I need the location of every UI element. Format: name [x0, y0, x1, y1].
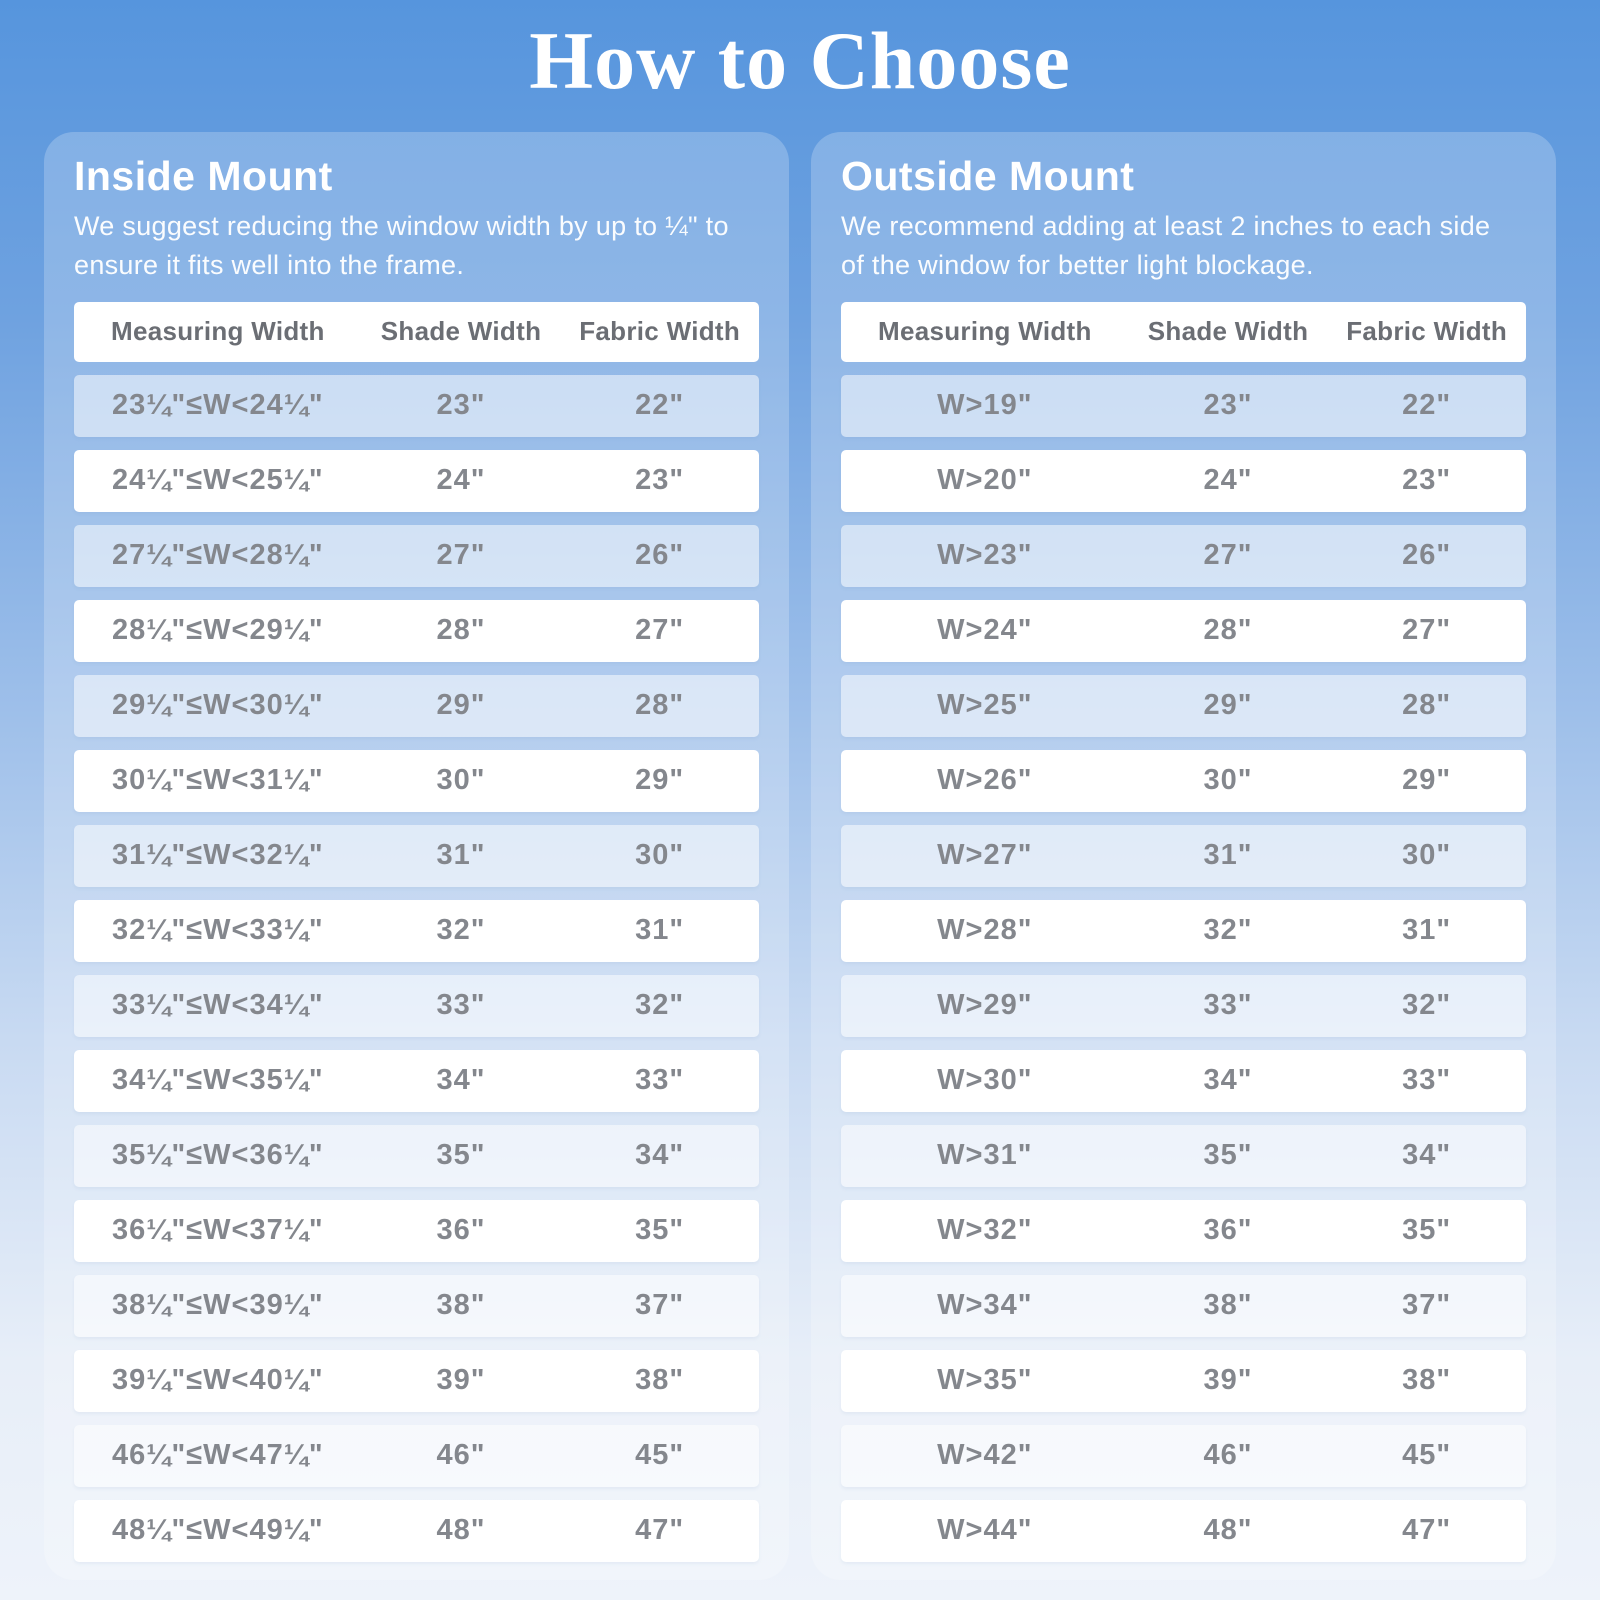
fabric-width-cell: 22"	[1402, 389, 1452, 422]
column-header-shade-width: Shade Width	[380, 316, 542, 347]
table-row	[74, 750, 759, 812]
measuring-width-cell: 39¼"≤W<40¼"	[112, 1364, 324, 1397]
table-row	[841, 900, 1526, 962]
fabric-width-cell: 30"	[635, 839, 685, 872]
measuring-width-cell: W>44"	[937, 1514, 1033, 1547]
measuring-width-cell: W>32"	[937, 1214, 1033, 1247]
shade-width-cell: 30"	[436, 764, 486, 797]
page-title: How to Choose	[529, 15, 1071, 106]
measuring-width-cell: 29¼"≤W<30¼"	[112, 689, 324, 722]
fabric-width-cell: 23"	[1402, 464, 1452, 497]
fabric-width-cell: 27"	[635, 614, 685, 647]
shade-width-cell: 29"	[1203, 689, 1253, 722]
fabric-width-cell: 28"	[1402, 689, 1452, 722]
fabric-width-cell: 28"	[635, 689, 685, 722]
table-row	[74, 1050, 759, 1112]
fabric-width-cell: 38"	[1402, 1364, 1452, 1397]
table-row	[841, 1350, 1526, 1412]
table-row	[841, 600, 1526, 662]
table-row	[841, 1125, 1526, 1187]
table-row	[74, 1275, 759, 1337]
mount-guide-cards	[0, 132, 1600, 1580]
shade-width-cell: 35"	[436, 1139, 486, 1172]
fabric-width-cell: 35"	[635, 1214, 685, 1247]
table-row	[74, 1125, 759, 1187]
inside-mount-heading: Inside Mount	[74, 153, 333, 199]
measuring-width-cell: W>34"	[937, 1289, 1033, 1322]
inside-mount-card	[44, 132, 789, 1580]
measuring-width-cell: 24¼"≤W<25¼"	[112, 464, 324, 497]
measuring-width-cell: 46¼"≤W<47¼"	[112, 1439, 324, 1472]
table-row	[74, 825, 759, 887]
fabric-width-cell: 32"	[635, 989, 685, 1022]
table-row	[74, 900, 759, 962]
inside-mount-description: We suggest reducing the window width by up to ¼" to ensure it fits well into the frame.	[74, 211, 729, 280]
table-row	[841, 975, 1526, 1037]
shade-width-cell: 36"	[1203, 1214, 1253, 1247]
measuring-width-cell: W>42"	[937, 1439, 1033, 1472]
measuring-width-cell: W>19"	[937, 389, 1033, 422]
fabric-width-cell: 35"	[1402, 1214, 1452, 1247]
table-row	[74, 375, 759, 437]
table-row	[841, 675, 1526, 737]
shade-width-cell: 38"	[436, 1289, 486, 1322]
shade-width-cell: 39"	[436, 1364, 486, 1397]
shade-width-cell: 46"	[436, 1439, 486, 1472]
table-row	[74, 525, 759, 587]
shade-width-cell: 48"	[1203, 1514, 1253, 1547]
table-row	[841, 1050, 1526, 1112]
measuring-width-cell: 38¼"≤W<39¼"	[112, 1289, 324, 1322]
table-row	[841, 1425, 1526, 1487]
fabric-width-cell: 29"	[635, 764, 685, 797]
fabric-width-cell: 33"	[635, 1064, 685, 1097]
shade-width-cell: 31"	[436, 839, 486, 872]
table-body	[841, 375, 1526, 1562]
shade-width-cell: 46"	[1203, 1439, 1253, 1472]
shade-width-cell: 34"	[1203, 1064, 1253, 1097]
shade-width-cell: 30"	[1203, 764, 1253, 797]
fabric-width-cell: 31"	[1402, 914, 1452, 947]
outside-mount-description: We recommend adding at least 2 inches to each side of the window for better light blockage.	[841, 211, 1491, 280]
fabric-width-cell: 26"	[1402, 539, 1452, 572]
outside-mount-heading: Outside Mount	[841, 153, 1135, 199]
fabric-width-cell: 34"	[635, 1139, 685, 1172]
table-row	[841, 1275, 1526, 1337]
table-row	[841, 375, 1526, 437]
shade-width-cell: 39"	[1203, 1364, 1253, 1397]
measuring-width-cell: W>30"	[937, 1064, 1033, 1097]
shade-width-cell: 38"	[1203, 1289, 1253, 1322]
table-row	[74, 1500, 759, 1562]
shade-width-cell: 24"	[1203, 464, 1253, 497]
measuring-width-cell: W>28"	[937, 914, 1033, 947]
measuring-width-cell: 35¼"≤W<36¼"	[112, 1139, 324, 1172]
fabric-width-cell: 45"	[635, 1439, 685, 1472]
measuring-width-cell: 30¼"≤W<31¼"	[112, 764, 324, 797]
shade-width-cell: 31"	[1203, 839, 1253, 872]
measuring-width-cell: W>31"	[937, 1139, 1033, 1172]
shade-width-cell: 32"	[436, 914, 486, 947]
outside-mount-size-table	[841, 302, 1526, 1562]
table-row	[74, 1200, 759, 1262]
table-row	[74, 975, 759, 1037]
shade-width-cell: 36"	[436, 1214, 486, 1247]
fabric-width-cell: 45"	[1402, 1439, 1452, 1472]
fabric-width-cell: 23"	[635, 464, 685, 497]
fabric-width-cell: 37"	[1402, 1289, 1452, 1322]
fabric-width-cell: 37"	[635, 1289, 685, 1322]
measuring-width-cell: 48¼"≤W<49¼"	[112, 1514, 324, 1547]
table-row	[841, 525, 1526, 587]
fabric-width-cell: 34"	[1402, 1139, 1452, 1172]
shade-width-cell: 28"	[1203, 614, 1253, 647]
fabric-width-cell: 26"	[635, 539, 685, 572]
fabric-width-cell: 29"	[1402, 764, 1452, 797]
shade-width-cell: 23"	[1203, 389, 1253, 422]
fabric-width-cell: 22"	[635, 389, 685, 422]
column-header-measuring-width: Measuring Width	[110, 316, 325, 347]
column-header-shade-width: Shade Width	[1147, 316, 1309, 347]
table-header-row	[841, 302, 1526, 362]
table-row	[841, 450, 1526, 512]
column-header-fabric-width: Fabric Width	[579, 316, 741, 347]
fabric-width-cell: 33"	[1402, 1064, 1452, 1097]
measuring-width-cell: W>25"	[937, 689, 1033, 722]
fabric-width-cell: 27"	[1402, 614, 1452, 647]
measuring-width-cell: 31¼"≤W<32¼"	[112, 839, 324, 872]
outside-mount-card	[811, 132, 1556, 1580]
table-row	[74, 675, 759, 737]
table-row	[841, 750, 1526, 812]
fabric-width-cell: 47"	[635, 1514, 685, 1547]
shade-width-cell: 32"	[1203, 914, 1253, 947]
shade-width-cell: 33"	[436, 989, 486, 1022]
measuring-width-cell: 36¼"≤W<37¼"	[112, 1214, 324, 1247]
fabric-width-cell: 47"	[1402, 1514, 1452, 1547]
inside-mount-size-table	[74, 302, 759, 1562]
table-row	[74, 600, 759, 662]
shade-width-cell: 48"	[436, 1514, 486, 1547]
shade-width-cell: 28"	[436, 614, 486, 647]
measuring-width-cell: 27¼"≤W<28¼"	[112, 539, 324, 572]
column-header-measuring-width: Measuring Width	[877, 316, 1092, 347]
measuring-width-cell: 33¼"≤W<34¼"	[112, 989, 324, 1022]
measuring-width-cell: W>29"	[937, 989, 1033, 1022]
measuring-width-cell: W>27"	[937, 839, 1033, 872]
shade-width-cell: 24"	[436, 464, 486, 497]
fabric-width-cell: 30"	[1402, 839, 1452, 872]
column-header-fabric-width: Fabric Width	[1346, 316, 1508, 347]
shade-width-cell: 33"	[1203, 989, 1253, 1022]
measuring-width-cell: 32¼"≤W<33¼"	[112, 914, 324, 947]
table-row	[841, 1500, 1526, 1562]
shade-width-cell: 29"	[436, 689, 486, 722]
shade-width-cell: 23"	[436, 389, 486, 422]
measuring-width-cell: 34¼"≤W<35¼"	[112, 1064, 324, 1097]
fabric-width-cell: 31"	[635, 914, 685, 947]
measuring-width-cell: W>20"	[937, 464, 1033, 497]
measuring-width-cell: 28¼"≤W<29¼"	[112, 614, 324, 647]
shade-width-cell: 35"	[1203, 1139, 1253, 1172]
table-row	[841, 1200, 1526, 1262]
table-row	[841, 825, 1526, 887]
shade-width-cell: 27"	[436, 539, 486, 572]
table-header-row	[74, 302, 759, 362]
table-row	[74, 450, 759, 512]
measuring-width-cell: W>24"	[937, 614, 1033, 647]
fabric-width-cell: 38"	[635, 1364, 685, 1397]
measuring-width-cell: W>23"	[937, 539, 1033, 572]
measuring-width-cell: W>26"	[937, 764, 1033, 797]
measuring-width-cell: W>35"	[937, 1364, 1033, 1397]
table-row	[74, 1350, 759, 1412]
table-body	[74, 375, 759, 1562]
measuring-width-cell: 23¼"≤W<24¼"	[112, 389, 324, 422]
fabric-width-cell: 32"	[1402, 989, 1452, 1022]
shade-width-cell: 34"	[436, 1064, 486, 1097]
table-row	[74, 1425, 759, 1487]
shade-width-cell: 27"	[1203, 539, 1253, 572]
